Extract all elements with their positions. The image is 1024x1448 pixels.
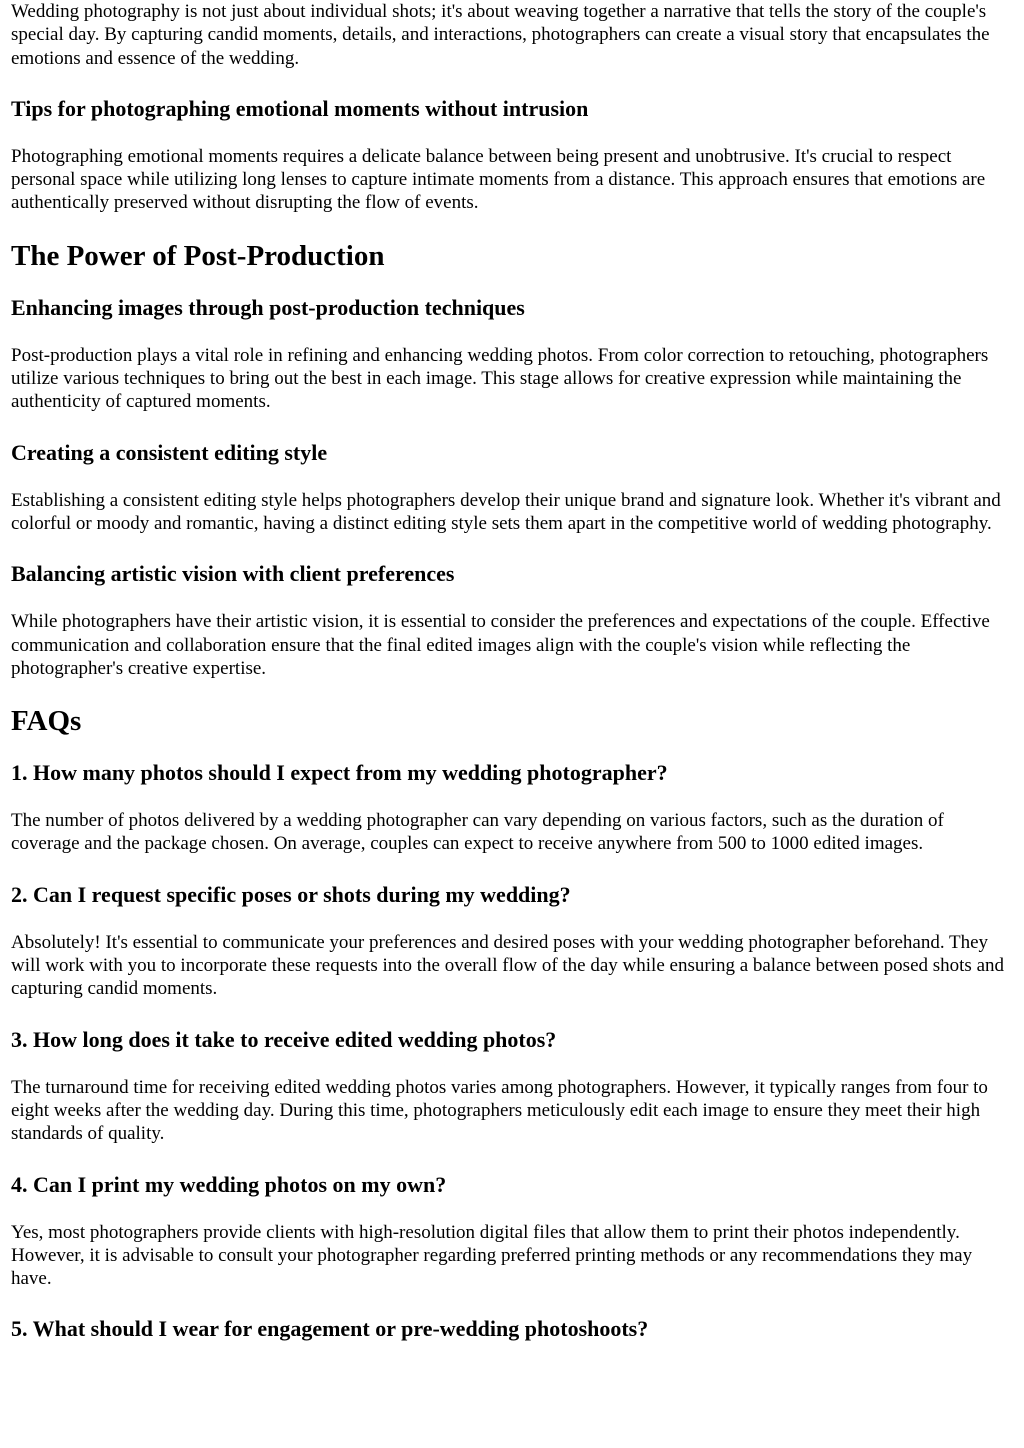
enhancing-images-heading: Enhancing images through post-production techniques (11, 294, 525, 320)
faq-answer-2: Absolutely! It's essential to communicate your preferences and desired poses with your wedding photographer beforehand. They will work with you to incorporate these requests into the overall flow of the day while ensuring a balance between posed shots and capturing candid moments. (11, 931, 1005, 1000)
artistic-vision-paragraph: While photographers have their artistic vision, it is essential to consider the preferences and expectations of the couple. Effective communication and collaboration ensure that the final edited images align with the couple's vision while reflecting the photographer's creative expertise. (11, 611, 990, 679)
post-production-heading: The Power of Post-Production (11, 239, 385, 272)
faq-question-1: 1. How many photos should I expect from my wedding photographer? (11, 760, 668, 786)
faq-question-3: 3. How long does it take to receive edited wedding photos? (11, 1026, 557, 1052)
faq-answer-4: Yes, most photographers provide clients with high-resolution digital files that allow them to print their photos independently. However, it is advisable to consult your photographer regarding preferred printing methods or any recommendations they may have. (11, 1221, 973, 1290)
intro-paragraph: Wedding photography is not just about individual shots; it's about weaving together a narrative that tells the story of the couple's special day. By capturing candid moments, details, and interactions, photographers can create a visual story that encapsulates the emotions and essence of the wedding. (11, 1, 990, 69)
faq-question-5: 5. What should I wear for engagement or pre-wedding photoshoots? (11, 1316, 649, 1342)
faq-question-2: 2. Can I request specific poses or shots during my wedding? (11, 881, 571, 907)
enhancing-images-paragraph: Post-production plays a vital role in refining and enhancing wedding photos. From color correction to retouching, photographers utilize various techniques to bring out the best in each image. This stage allows for creative expression while maintaining the authenticity of captured moments. (11, 344, 989, 413)
editing-style-heading: Creating a consistent editing style (11, 439, 328, 465)
emotional-moments-paragraph: Photographing emotional moments requires a delicate balance between being present and unobtrusive. It's crucial to respect personal space while utilizing long lenses to capture intimate moments from a distance. This approach ensures that emotions are authentically preserved without disrupting the flow of events. (11, 145, 986, 214)
emotional-moments-heading: Tips for photographing emotional moments without intrusion (11, 95, 589, 121)
faq-answer-1: The number of photos delivered by a wedding photographer can vary depending on various factors, such as the duration of coverage and the package chosen. On average, couples can expect to receive anywhere from 500 to 1000 edited images. (11, 810, 944, 855)
editing-style-paragraph: Establishing a consistent editing style helps photographers develop their unique brand and signature look. Whether it's vibrant and colorful or moody and romantic, having a distinct editing style sets them apart in the competitive world of wedding photography. (11, 489, 1001, 534)
faq-question-4: 4. Can I print my wedding photos on my own? (11, 1171, 447, 1197)
faq-answer-3: The turnaround time for receiving edited wedding photos varies among photographers. However, it typically ranges from four to eight weeks after the wedding day. During this time, photographers meticulously edit each image to ensure they meet their high standards of quality. (11, 1076, 988, 1145)
article-content (11, 0, 1014, 1342)
faqs-heading: FAQs (11, 705, 82, 738)
artistic-vision-heading: Balancing artistic vision with client preferences (11, 561, 455, 587)
